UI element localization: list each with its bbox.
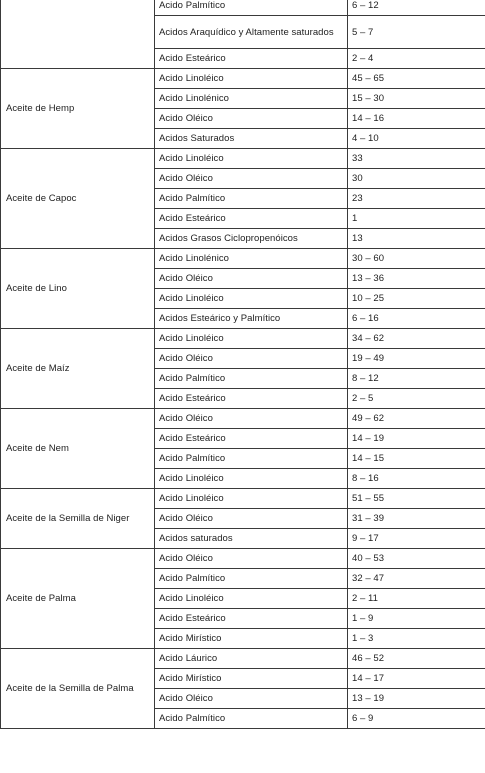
percentage-range-cell: 33 xyxy=(348,149,485,169)
fatty-acid-cell: Acidos Esteárico y Palmítico xyxy=(155,309,348,329)
fatty-acid-cell: Acidos Saturados xyxy=(155,129,348,149)
percentage-range-cell: 13 – 19 xyxy=(348,689,485,709)
fatty-acid-cell: Acidos Grasos Ciclopropenóicos xyxy=(155,229,348,249)
percentage-range-cell: 1 xyxy=(348,209,485,229)
percentage-range-cell: 13 xyxy=(348,229,485,249)
fatty-acid-cell: Acido Oléico xyxy=(155,109,348,129)
percentage-range-cell: 1 – 3 xyxy=(348,629,485,649)
fatty-acid-cell: Acido Esteárico xyxy=(155,389,348,409)
table-row xyxy=(1,149,485,169)
oil-name-cell: Aceite de Hemp xyxy=(1,69,155,149)
percentage-range-cell: 10 – 25 xyxy=(348,289,485,309)
fatty-acid-cell: Acido Linoléico xyxy=(155,149,348,169)
fatty-acid-cell: Acido Linoléico xyxy=(155,589,348,609)
fatty-acid-cell: Acido Mirístico xyxy=(155,669,348,689)
percentage-range-cell: 6 – 16 xyxy=(348,309,485,329)
percentage-range-cell: 4 – 10 xyxy=(348,129,485,149)
oil-name-cell: Aceite de Palma xyxy=(1,549,155,649)
fatty-acid-cell: Acido Palmítico xyxy=(155,0,348,16)
oil-name-cell xyxy=(1,0,155,69)
fatty-acid-cell: Acido Palmítico xyxy=(155,189,348,209)
fatty-acid-cell: Acido Mirístico xyxy=(155,629,348,649)
percentage-range-cell: 34 – 62 xyxy=(348,329,485,349)
percentage-range-cell: 23 xyxy=(348,189,485,209)
fatty-acid-cell: Acido Linoléico xyxy=(155,289,348,309)
percentage-range-cell: 2 – 4 xyxy=(348,49,485,69)
percentage-range-cell: 1 – 9 xyxy=(348,609,485,629)
fatty-acid-cell: Acidos Araquídico y Altamente saturados xyxy=(155,16,348,49)
fatty-acid-cell: Acido Palmítico xyxy=(155,369,348,389)
fatty-acid-cell: Acido Oléico xyxy=(155,349,348,369)
percentage-range-cell: 30 – 60 xyxy=(348,249,485,269)
fatty-acid-cell: Acido Oléico xyxy=(155,689,348,709)
percentage-range-cell: 30 xyxy=(348,169,485,189)
percentage-range-cell: 49 – 62 xyxy=(348,409,485,429)
percentage-range-cell: 5 – 7 xyxy=(348,16,485,49)
percentage-range-cell: 14 – 16 xyxy=(348,109,485,129)
percentage-range-cell: 46 – 52 xyxy=(348,649,485,669)
fatty-acid-cell: Acidos saturados xyxy=(155,529,348,549)
percentage-range-cell: 32 – 47 xyxy=(348,569,485,589)
percentage-range-cell: 14 – 19 xyxy=(348,429,485,449)
oil-name-cell: Aceite de Lino xyxy=(1,249,155,329)
percentage-range-cell: 45 – 65 xyxy=(348,69,485,89)
fatty-acid-cell: Acido Linoléico xyxy=(155,489,348,509)
table-row xyxy=(1,329,485,349)
fatty-acid-cell: Acido Oléico xyxy=(155,169,348,189)
oil-name-cell: Aceite de Nem xyxy=(1,409,155,489)
percentage-range-cell: 9 – 17 xyxy=(348,529,485,549)
fatty-acid-cell: Acido Palmítico xyxy=(155,569,348,589)
oil-name-cell: Aceite de la Semilla de Niger xyxy=(1,489,155,549)
fatty-acid-cell: Acido Esteárico xyxy=(155,49,348,69)
fatty-acid-cell: Acido Linolénico xyxy=(155,89,348,109)
table-row xyxy=(1,649,485,669)
fatty-acid-cell: Acido Palmítico xyxy=(155,709,348,729)
percentage-range-cell: 8 – 16 xyxy=(348,469,485,489)
table-row xyxy=(1,69,485,89)
fatty-acid-cell: Acido Linoléico xyxy=(155,329,348,349)
percentage-range-cell: 14 – 17 xyxy=(348,669,485,689)
percentage-range-cell: 31 – 39 xyxy=(348,509,485,529)
percentage-range-cell: 6 – 9 xyxy=(348,709,485,729)
percentage-range-cell: 13 – 36 xyxy=(348,269,485,289)
percentage-range-cell: 15 – 30 xyxy=(348,89,485,109)
percentage-range-cell: 14 – 15 xyxy=(348,449,485,469)
table-row xyxy=(1,409,485,429)
percentage-range-cell: 6 – 12 xyxy=(348,0,485,16)
fatty-acid-cell: Acido Esteárico xyxy=(155,609,348,629)
fatty-acid-cell: Acido Esteárico xyxy=(155,429,348,449)
percentage-range-cell: 40 – 53 xyxy=(348,549,485,569)
fatty-acid-cell: Acido Oléico xyxy=(155,549,348,569)
fatty-acid-cell: Acido Oléico xyxy=(155,509,348,529)
oil-name-cell: Aceite de la Semilla de Palma xyxy=(1,649,155,729)
fatty-acid-cell: Acido Linoléico xyxy=(155,469,348,489)
percentage-range-cell: 2 – 11 xyxy=(348,589,485,609)
percentage-range-cell: 8 – 12 xyxy=(348,369,485,389)
table-row xyxy=(1,489,485,509)
fatty-acid-cell: Acido Linolénico xyxy=(155,249,348,269)
fatty-acid-cell: Acido Oléico xyxy=(155,409,348,429)
oil-name-cell: Aceite de Capoc xyxy=(1,149,155,249)
table-row xyxy=(1,0,485,16)
oil-name-cell: Aceite de Maíz xyxy=(1,329,155,409)
table-row xyxy=(1,549,485,569)
fatty-acid-cell: Acido Linoléico xyxy=(155,69,348,89)
fatty-acid-cell: Acido Oléico xyxy=(155,269,348,289)
fatty-acid-cell: Acido Palmítico xyxy=(155,449,348,469)
percentage-range-cell: 2 – 5 xyxy=(348,389,485,409)
percentage-range-cell: 19 – 49 xyxy=(348,349,485,369)
fatty-acid-cell: Acido Láurico xyxy=(155,649,348,669)
fatty-acid-cell: Acido Esteárico xyxy=(155,209,348,229)
table-body xyxy=(1,0,485,729)
table-row xyxy=(1,249,485,269)
percentage-range-cell: 51 – 55 xyxy=(348,489,485,509)
